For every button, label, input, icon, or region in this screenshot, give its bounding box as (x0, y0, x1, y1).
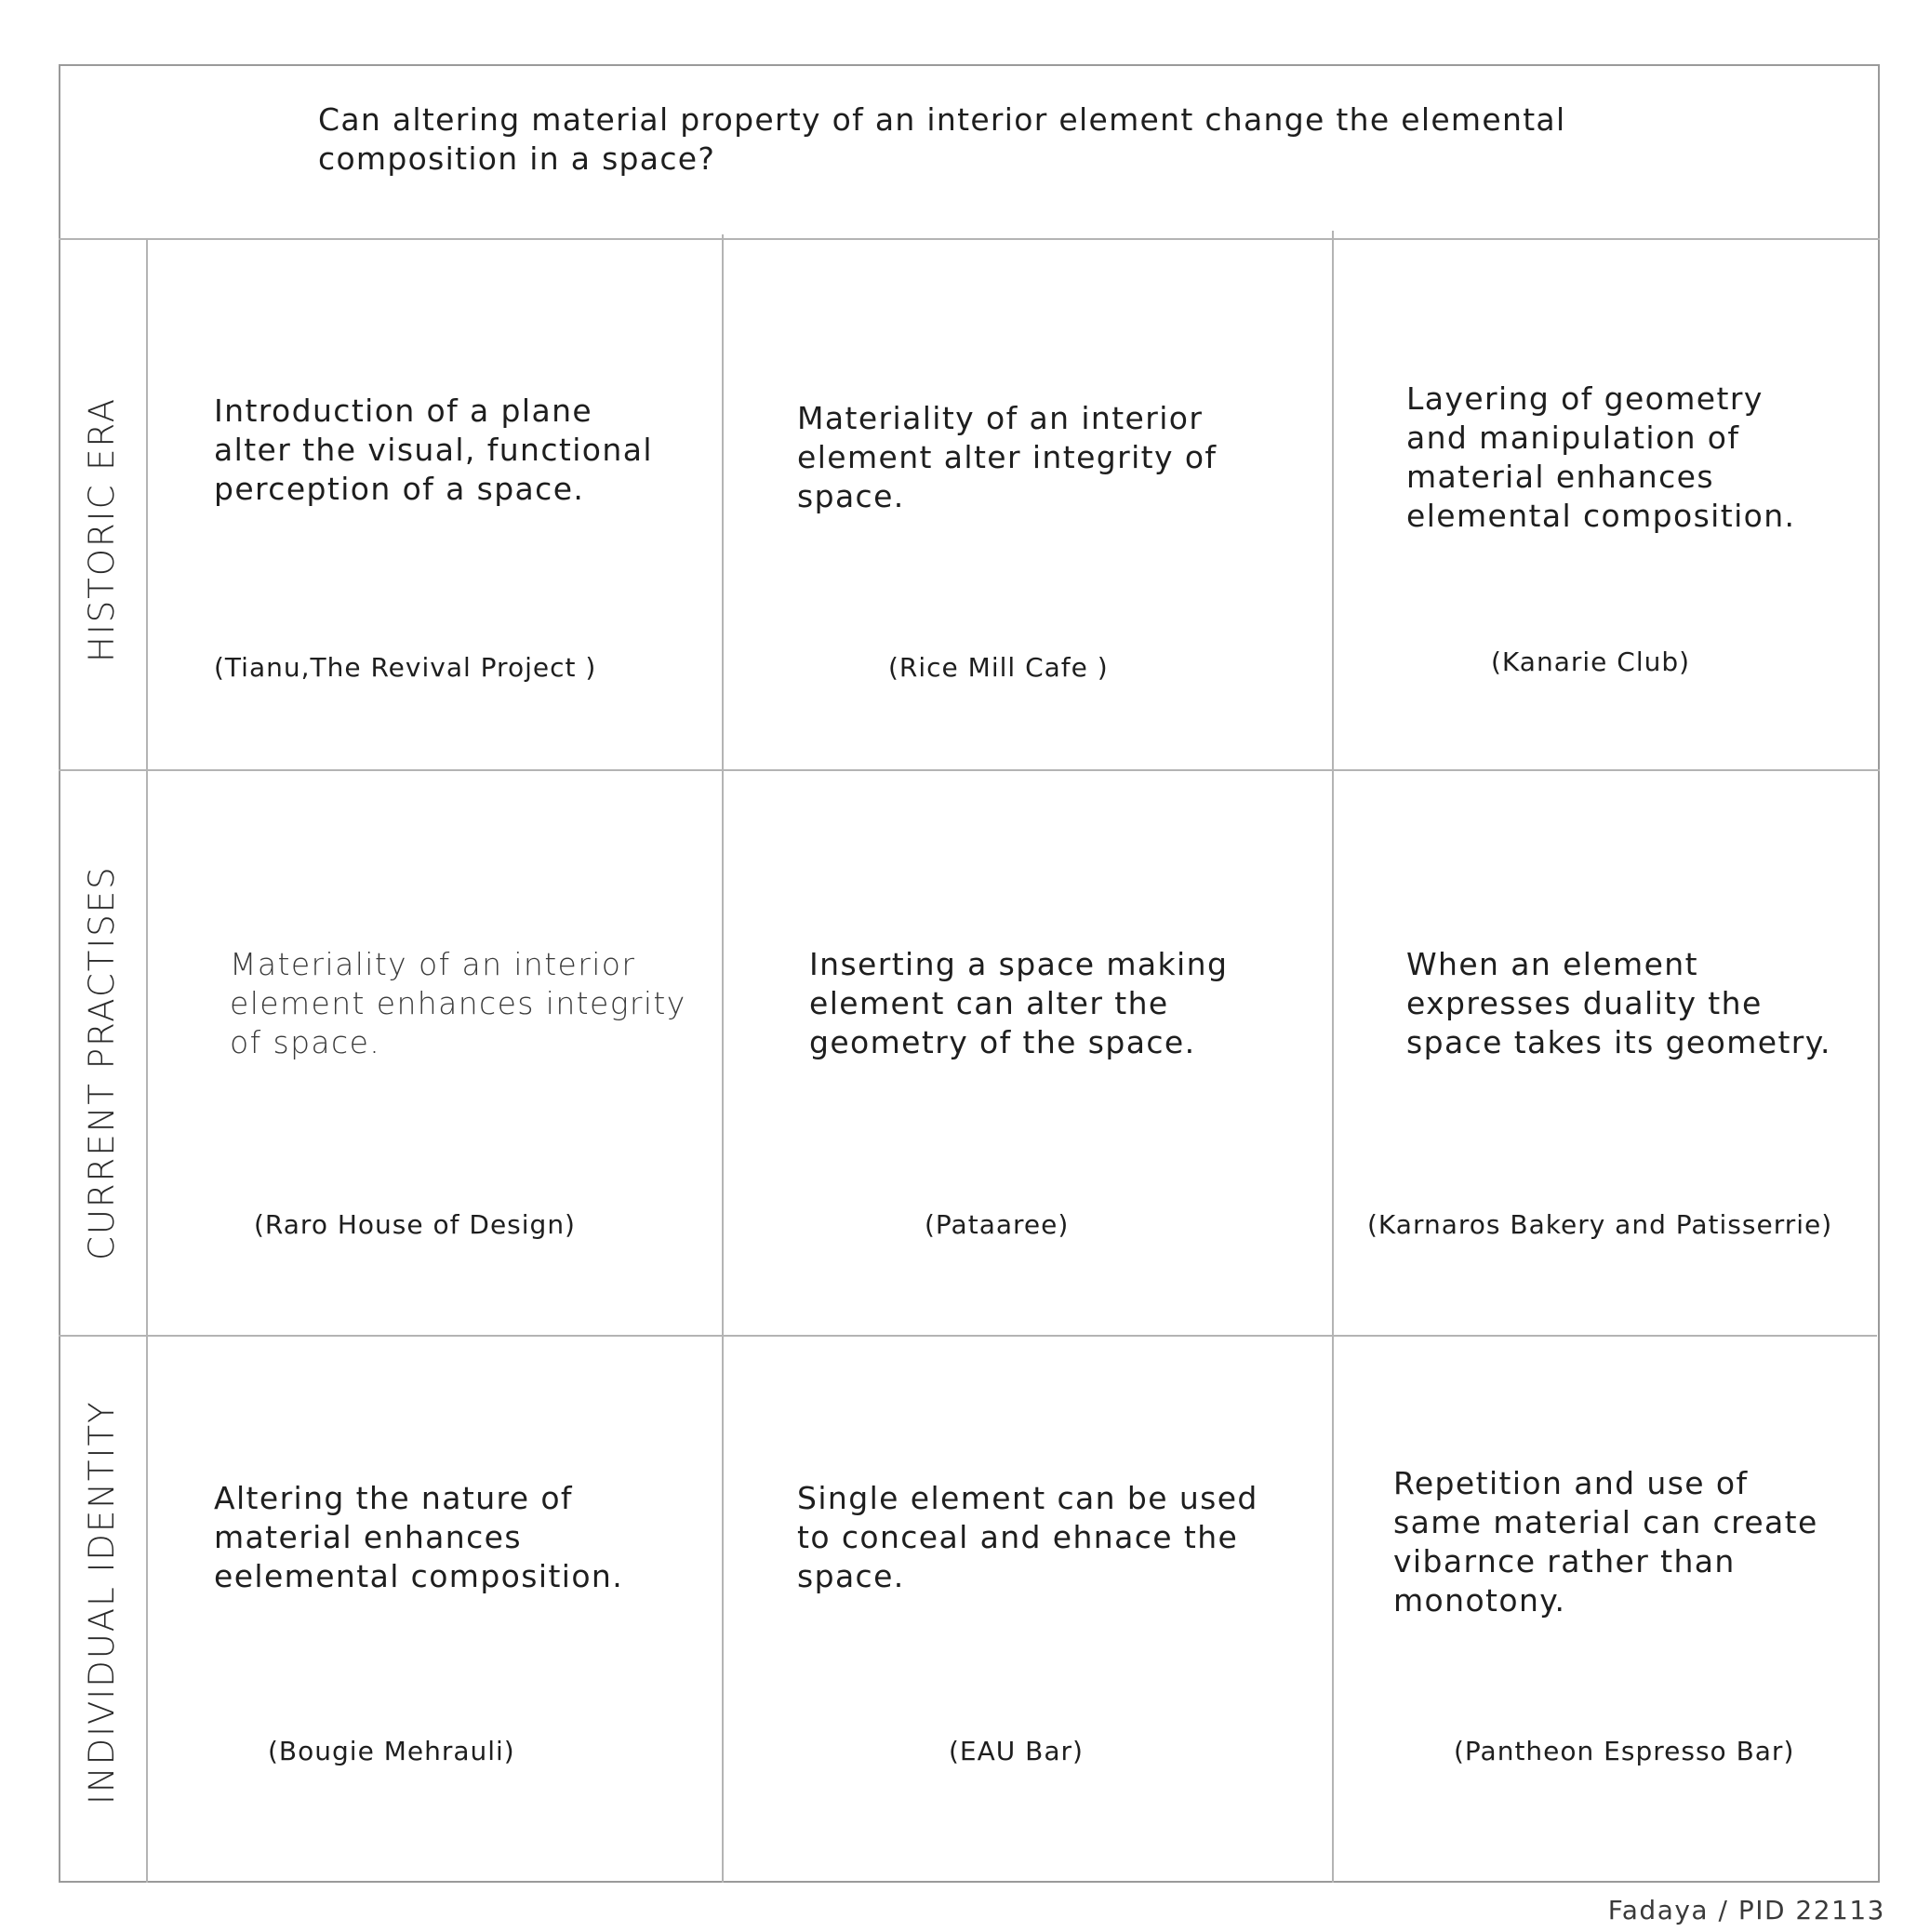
row-divider-1 (59, 769, 1880, 771)
cell-statement: When an element expresses duality the space takes its geometry. (1406, 946, 1831, 1060)
cell-statement: Materiality of an interior element enhances integrity of space. (230, 946, 686, 1060)
row-label-historic-era: HISTORIC ERA (82, 396, 122, 662)
row-divider-2 (59, 1335, 1877, 1337)
cell-project-name: (Raro House of Design) (254, 1209, 576, 1240)
cell-statement: Inserting a space making element can alter the geometry of the space. (809, 946, 1229, 1060)
cell-statement: Layering of geometry and manipulation of material enhances elemental composition. (1406, 380, 1796, 534)
row-label-individual-identity: INDIVIDUAL IDENTITY (82, 1400, 122, 1805)
cell-project-name: (Tianu,The Revival Project ) (214, 652, 597, 683)
cell-project-name: (Karnaros Bakery and Patisserrie) (1367, 1209, 1833, 1240)
cell-project-name: (EAU Bar) (949, 1736, 1084, 1766)
cell-statement: Repetition and use of same material can create vibarnce rather than monotony. (1393, 1465, 1818, 1619)
column-divider-1 (722, 234, 724, 1883)
research-question: Can altering material property of an interior element change the elemental composition in a space? (318, 101, 1566, 177)
cell-project-name: (Pantheon Espresso Bar) (1454, 1736, 1795, 1766)
cell-project-name: (Kanarie Club) (1491, 646, 1691, 677)
header-divider (59, 238, 1880, 240)
cell-statement: Materiality of an interior element alter integrity of space. (797, 400, 1218, 514)
cell-project-name: (Rice Mill Cafe ) (888, 652, 1109, 683)
cell-project-name: (Bougie Mehrauli) (268, 1736, 515, 1766)
label-column-divider (146, 238, 148, 1883)
row-label-current-practises: CURRENT PRACTISES (82, 865, 122, 1260)
cell-statement: Introduction of a plane alter the visual, functional perception of a space. (214, 393, 653, 507)
author-credit: Fadaya / PID 22113 (1607, 1895, 1885, 1925)
column-divider-2 (1332, 231, 1334, 1883)
cell-statement: Single element can be used to conceal and ehnace the space. (797, 1480, 1258, 1594)
cell-project-name: (Pataaree) (925, 1209, 1070, 1240)
cell-statement: Altering the nature of material enhances eelemental composition. (214, 1480, 624, 1594)
